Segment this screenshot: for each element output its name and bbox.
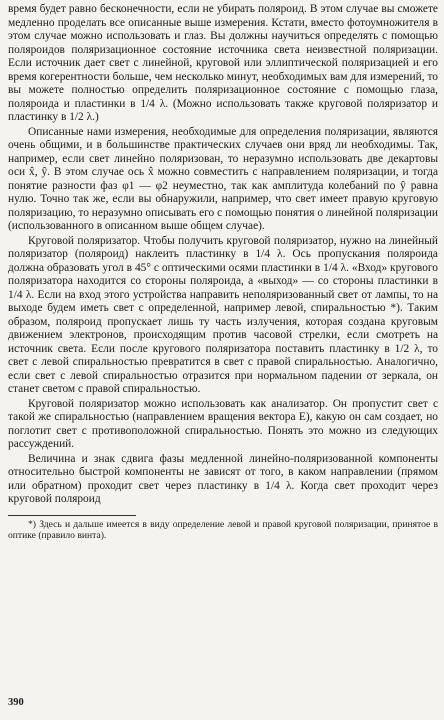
footnote: *) Здесь и дальше имеется в виду определение левой и правой круговой поляризации, принятое в оптике (правило винта). — [8, 518, 438, 541]
paragraph-2: Описанные нами измерения, необходимые для определения поляризации, являются очень общими, и в большинстве практических случаев они вряд ли необходимы. Так, например, если свет линейно поляризован, то неразумно использовать две декартовы оси x̂, ŷ. В этом случае ось x̂ можно совместить с направлением поляризации, и тогда понятие разности фаз φ1 — φ2 неуместно, так как амплитуда колебаний по ŷ равна нулю. Точно так же, если вы обнаружили, например, что свет имеет правую круговую поляризацию, то неразумно описывать его с помощью понятия о линейной поляризации (использованного в описанном выше общем случае). — [8, 125, 438, 232]
paragraph-4: Круговой поляризатор можно использовать как анализатор. Он пропустит свет с такой же спиральностью (направлением вращения вектора E), какую он сам создает, но поглотит свет с противоположной спиральностью. Понять это можно из следующих рассуждений. — [8, 397, 438, 450]
paragraph-5: Величина и знак сдвига фазы медленной линейно-поляризованной компоненты относительно быстрой компоненты не зависят от того, в каком направлении (прямом или обратном) проходит свет через пластинку в 1/4 λ. Когда свет проходит через круговой поляроид — [8, 452, 438, 505]
paragraph-3: Круговой поляризатор. Чтобы получить круговой поляризатор, нужно на линейный поляризатор (поляроид) наклеить пластинку в 1/4 λ. Ось пропускания поляроида должна образовать угол в 45° с оптическими осями пластинки в 1/4 λ. «Вход» кругового поляризатора находится со стороны поляроида, а «выход» — со стороны пластинки в 1/4 λ. Если на вход этого устройства направить неполяризованный свет от лампы, то на выходе будем иметь свет с определенной, например левой, спиральностью *). Таким образом, поляроид пропускает лишь ту часть излучения, которая создана круговым движением электронов, происходящим против часовой стрелки, если смотреть на источник света. Если после кругового поляризатора поставить пластинку в 1/2 λ, то свет с левой спиральностью превратится в свет с правой спиральностью. Аналогично, если свет с левой спиральностью отразится при нормальном падении от зеркала, он станет светом с правой спиральностью. — [8, 234, 438, 395]
paragraph-1: время будет равно бесконечности, если не убирать поляроид. В этом случае вы сможете медленно проделать все описанные выше измерения. Кстати, вместо фотоумножителя в этом случае можно использовать и глаз. Вы должны научиться определять с помощью поляроидов поляризационное состояние источника света неизвестной поляризации. Если источник дает свет с линейной, круговой или эллиптической поляризацией и его время когерентности больше, чем несколько минут, необходимых вам для измерений, то вы можете полностью определить поляризационное состояние с помощью глаза, поляроида и пластинки в 1/4 λ. (Можно использовать также круговой поляризатор и пластинку в 1/2 λ.) — [8, 3, 438, 123]
footnote-divider — [8, 515, 136, 516]
page-number: 390 — [8, 697, 24, 708]
